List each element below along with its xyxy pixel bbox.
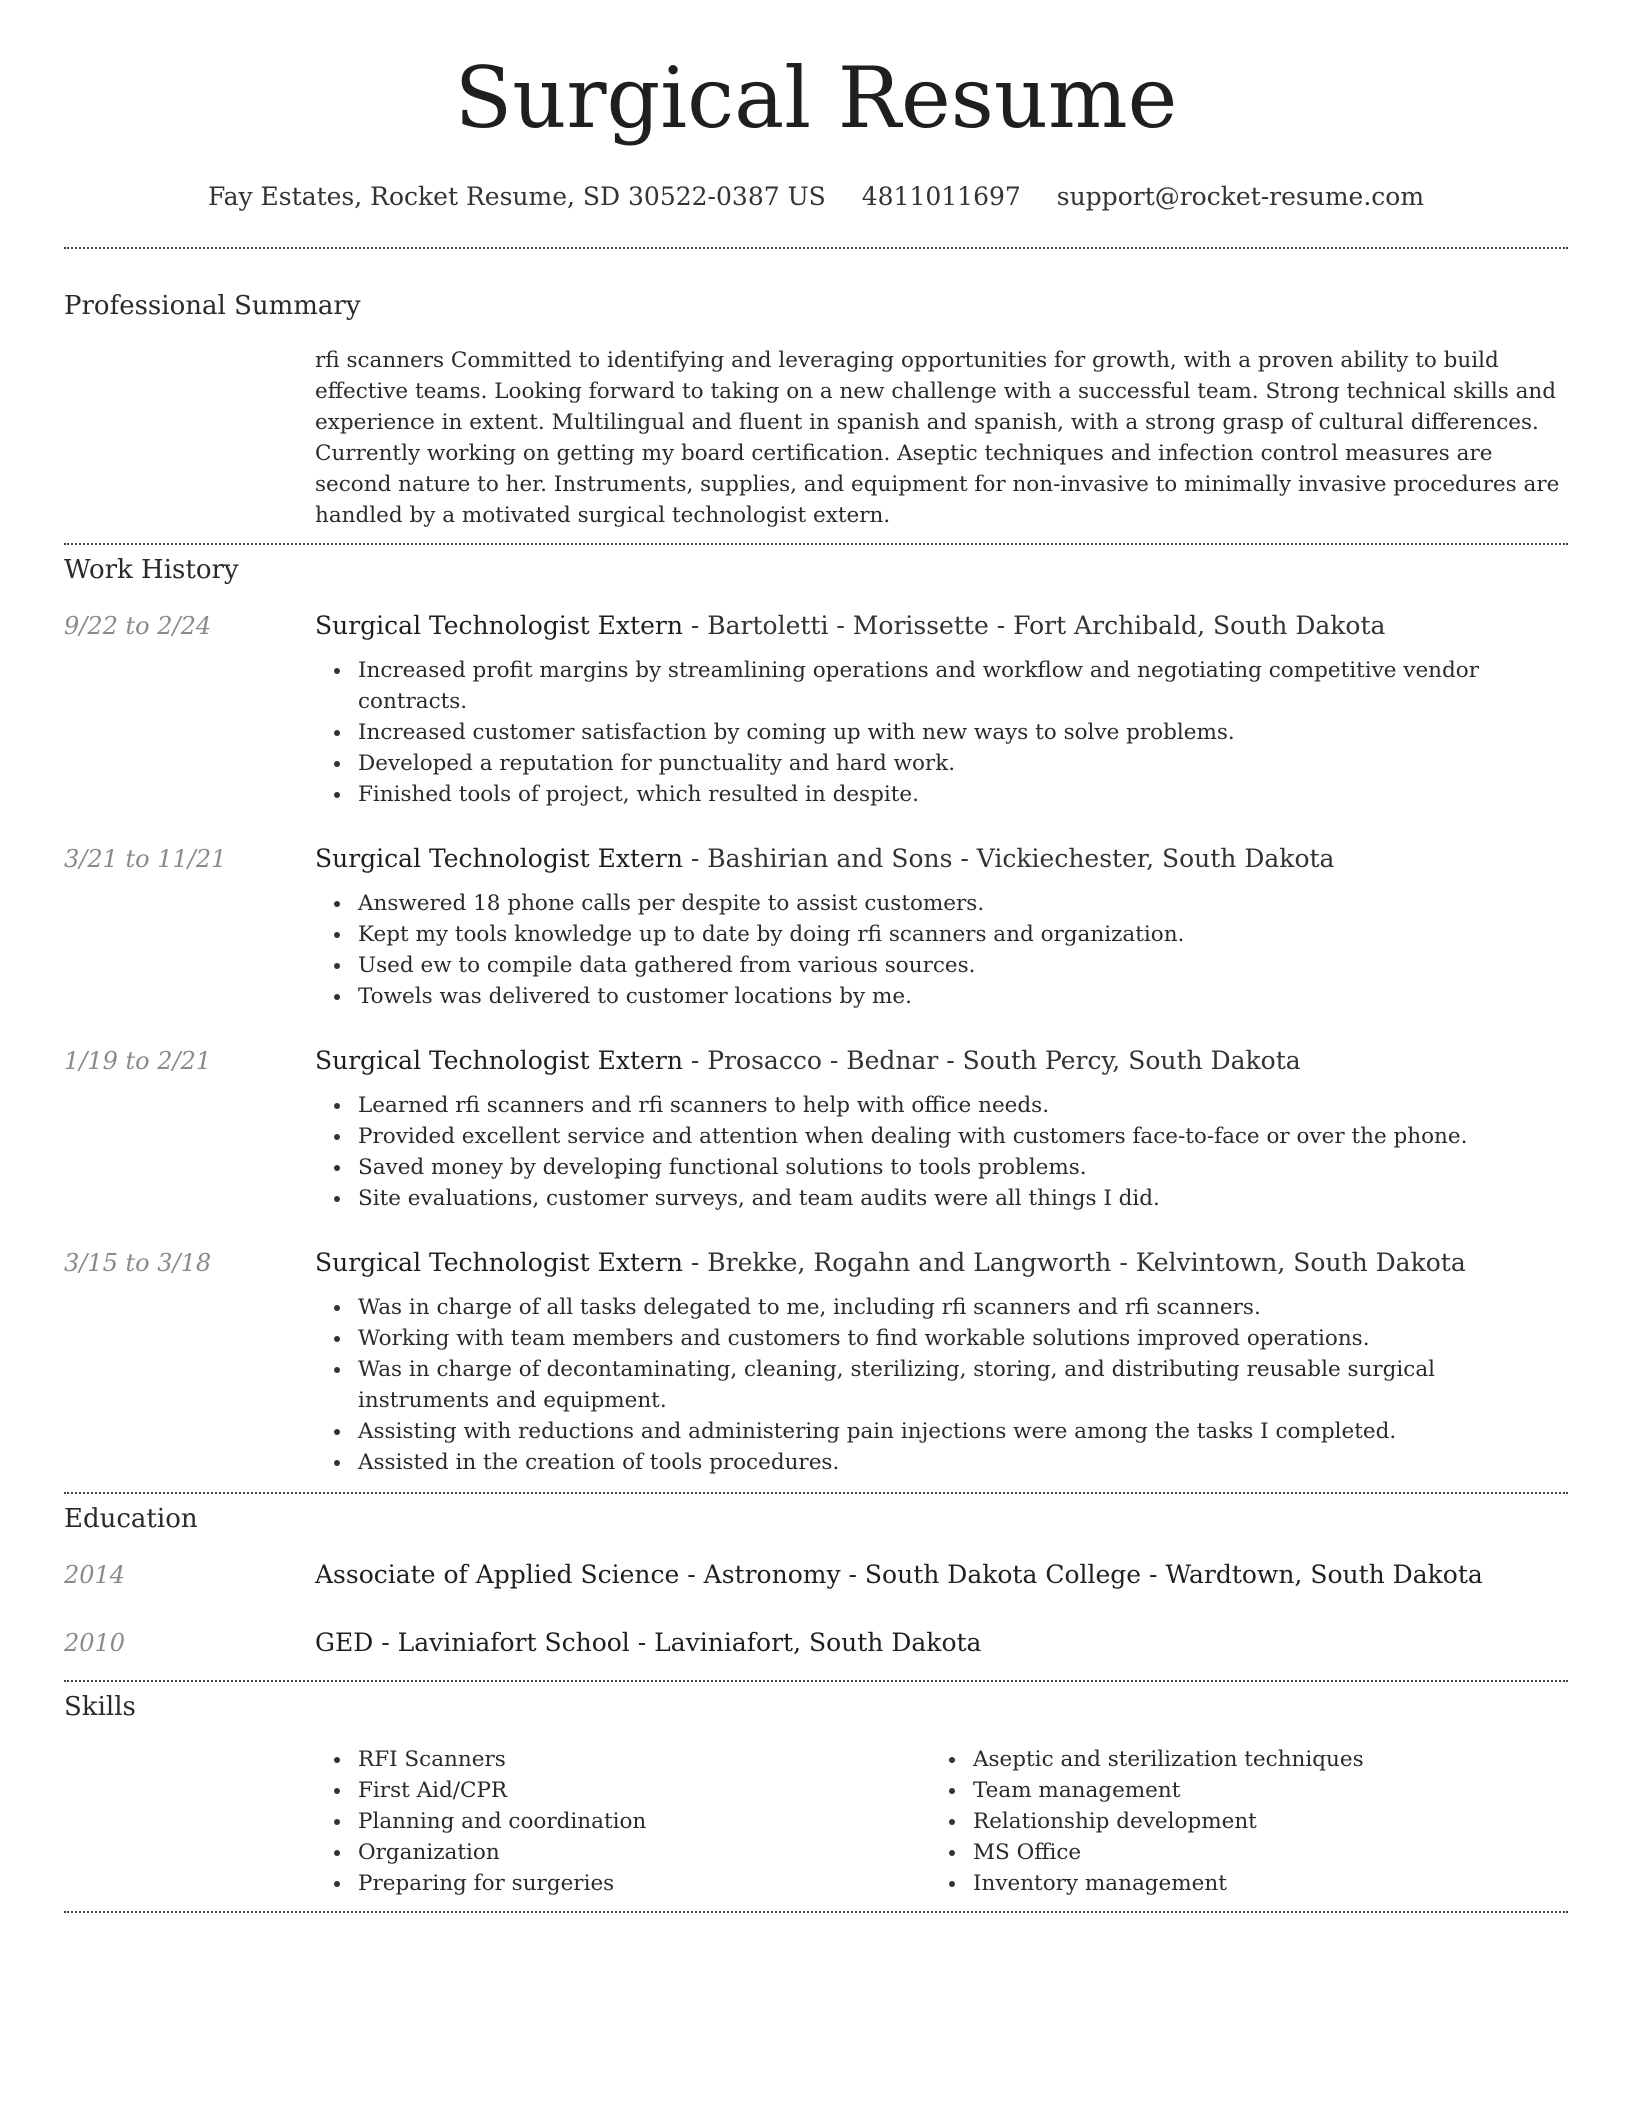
job-entry bbox=[64, 611, 1568, 810]
list-item: Assisted in the creation of tools procedures. bbox=[358, 1447, 1568, 1478]
job-title: Surgical Technologist Extern bbox=[315, 844, 683, 874]
divider bbox=[64, 543, 1568, 545]
contact-line bbox=[64, 182, 1568, 211]
list-item: Kept my tools knowledge up to date by doing rfi scanners and organization. bbox=[358, 919, 1568, 950]
job-details: - Bashirian and Sons - Vickiechester, South Dakota bbox=[682, 844, 1335, 874]
education-text: Associate of Applied Science - Astronomy - South Dakota College - Wardtown, South Dakota bbox=[315, 1560, 1483, 1590]
section-title-summary: Professional Summary bbox=[64, 291, 361, 322]
job-heading bbox=[315, 1248, 1568, 1278]
job-title: Surgical Technologist Extern bbox=[315, 1248, 683, 1278]
list-item: Was in charge of all tasks delegated to me, including rfi scanners and rfi scanners. bbox=[358, 1292, 1568, 1323]
skill-item: Relationship development bbox=[973, 1806, 1530, 1837]
job-bullets bbox=[64, 1090, 1568, 1214]
job-heading bbox=[315, 844, 1568, 874]
section-title-skills: Skills bbox=[64, 1692, 136, 1723]
skills-section bbox=[64, 1692, 1568, 1899]
list-item: Answered 18 phone calls per despite to assist customers. bbox=[358, 888, 1568, 919]
job-entry bbox=[64, 844, 1568, 1012]
list-item: Was in charge of decontaminating, cleaning, sterilizing, storing, and distributing reusable surgical instruments and equipment. bbox=[358, 1354, 1568, 1416]
section-title-education: Education bbox=[64, 1504, 198, 1535]
education-section bbox=[64, 1504, 1568, 1658]
phone: 4811011697 bbox=[861, 182, 1021, 212]
job-bullets bbox=[64, 655, 1568, 810]
job-details: - Prosacco - Bednar - South Percy, South Dakota bbox=[682, 1046, 1301, 1076]
job-details: - Bartoletti - Morissette - Fort Archibald, South Dakota bbox=[682, 611, 1386, 641]
list-item: Increased customer satisfaction by coming up with new ways to solve problems. bbox=[358, 717, 1568, 748]
summary-text: rfi scanners Committed to identifying and leveraging opportunities for growth, with a proven ability to build effective teams. Looking forward to taking on a new challenge with a successful team. Strong technical skills and experience in extent. Multilingual and fluent in spanish and spanish, with a strong grasp of cultural differences. Currently working on getting my board certification. Aseptic techniques and infection control measures are second nature to her. Instruments, supplies, and equipment for non-invasive to minimally invasive procedures are handled by a motivated surgical technologist extern. bbox=[315, 348, 1560, 529]
list-item: Used ew to compile data gathered from various sources. bbox=[358, 950, 1568, 981]
skills-list bbox=[315, 1744, 930, 1899]
job-heading bbox=[315, 611, 1568, 641]
list-item: Developed a reputation for punctuality and hard work. bbox=[358, 748, 1568, 779]
skill-item: MS Office bbox=[973, 1837, 1530, 1868]
email: support@rocket-resume.com bbox=[1056, 182, 1425, 212]
skills-column-2 bbox=[930, 1744, 1530, 1899]
list-item: Working with team members and customers to find workable solutions improved operations. bbox=[358, 1323, 1568, 1354]
skills-columns bbox=[315, 1744, 1568, 1899]
job-details: - Brekke, Rogahn and Langworth - Kelvintown, South Dakota bbox=[682, 1248, 1466, 1278]
section-title-work: Work History bbox=[64, 555, 239, 586]
list-item: Provided excellent service and attention when dealing with customers face-to-face or over the phone. bbox=[358, 1121, 1568, 1152]
divider bbox=[64, 247, 1568, 249]
list-item: Learned rfi scanners and rfi scanners to help with office needs. bbox=[358, 1090, 1568, 1121]
divider bbox=[64, 1492, 1568, 1494]
job-heading bbox=[315, 1046, 1568, 1076]
job-title: Surgical Technologist Extern bbox=[315, 611, 683, 641]
work-history-section bbox=[64, 555, 1568, 1478]
list-item: Site evaluations, customer surveys, and team audits were all things I did. bbox=[358, 1183, 1568, 1214]
skill-item: RFI Scanners bbox=[358, 1744, 930, 1775]
job-entry bbox=[64, 1248, 1568, 1478]
job-dates: 1/19 to 2/21 bbox=[64, 1047, 212, 1076]
list-item: Assisting with reductions and administering pain injections were among the tasks I completed. bbox=[358, 1416, 1568, 1447]
skill-item: Inventory management bbox=[973, 1868, 1530, 1899]
list-item: Saved money by developing functional solutions to tools problems. bbox=[358, 1152, 1568, 1183]
resume-title: Surgical Resume bbox=[454, 49, 1178, 147]
skill-item: Preparing for surgeries bbox=[358, 1868, 930, 1899]
education-year: 2014 bbox=[64, 1561, 126, 1590]
skill-item: Aseptic and sterilization techniques bbox=[973, 1744, 1530, 1775]
list-item: Towels was delivered to customer locations by me. bbox=[358, 981, 1568, 1012]
summary-section bbox=[64, 291, 1568, 531]
education-year: 2010 bbox=[64, 1629, 126, 1658]
education-entry bbox=[64, 1560, 1568, 1590]
divider bbox=[64, 1911, 1568, 1913]
divider bbox=[64, 1680, 1568, 1682]
list-item: Increased profit margins by streamlining operations and workflow and negotiating competitive vendor contracts. bbox=[358, 655, 1568, 717]
skill-item: First Aid/CPR bbox=[358, 1775, 930, 1806]
job-dates: 9/22 to 2/24 bbox=[64, 612, 212, 641]
list-item: Finished tools of project, which resulted in despite. bbox=[358, 779, 1568, 810]
job-bullets bbox=[64, 888, 1568, 1012]
job-dates: 3/15 to 3/18 bbox=[64, 1249, 212, 1278]
job-entry bbox=[64, 1046, 1568, 1214]
education-entry bbox=[64, 1628, 1568, 1658]
job-bullets bbox=[64, 1292, 1568, 1478]
job-title: Surgical Technologist Extern bbox=[315, 1046, 683, 1076]
education-text: GED - Laviniafort School - Laviniafort, South Dakota bbox=[315, 1628, 982, 1658]
skill-item: Planning and coordination bbox=[358, 1806, 930, 1837]
address: Fay Estates, Rocket Resume, SD 30522-0387 US bbox=[207, 182, 826, 212]
skill-item: Organization bbox=[358, 1837, 930, 1868]
skills-column-1 bbox=[315, 1744, 930, 1899]
job-dates: 3/21 to 11/21 bbox=[64, 845, 227, 874]
skill-item: Team management bbox=[973, 1775, 1530, 1806]
resume-page bbox=[64, 0, 1568, 1913]
skills-list bbox=[930, 1744, 1530, 1899]
